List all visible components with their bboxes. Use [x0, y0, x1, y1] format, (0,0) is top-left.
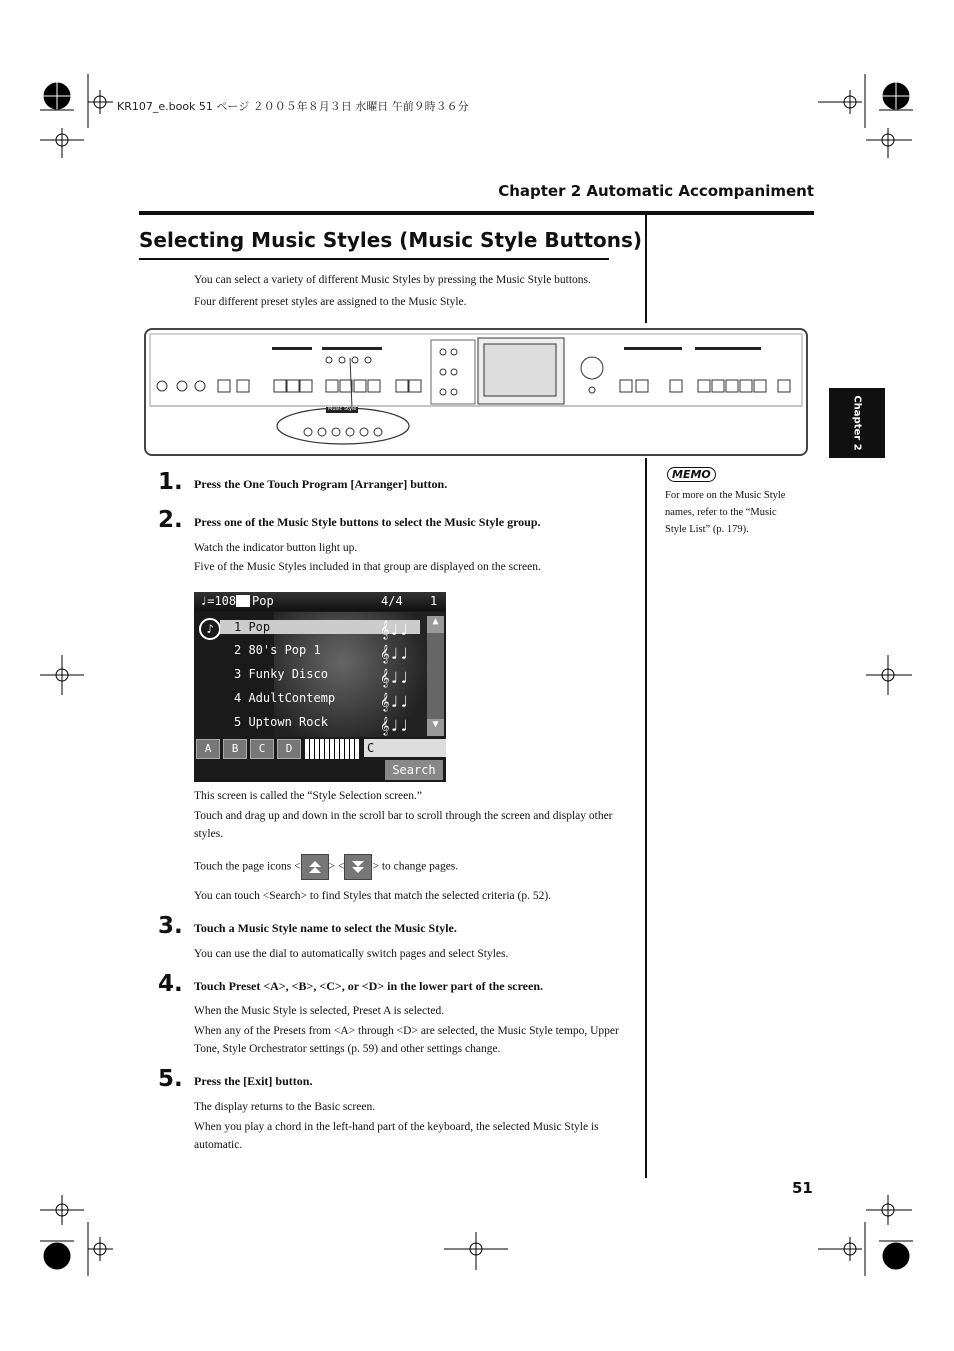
- file-info: KR107_e.book 51 ページ ２００５年８月３日 水曜日 午前９時３６分: [117, 100, 469, 113]
- memo-icon: MEMO: [667, 467, 716, 482]
- preset-d-button[interactable]: D: [277, 739, 301, 759]
- memo-text: For more on the Music Style names, refer to the “Music Style List” (p. 179).: [665, 490, 786, 535]
- step-3-text: Touch a Music Style name to select the Music Style.: [194, 921, 457, 935]
- beat-icons: 𝄞♩♩ 𝄞♩♩ 𝄞♩♩ 𝄞♩♩ 𝄞♩♩: [380, 620, 409, 735]
- column-divider: [645, 458, 647, 1178]
- page-number: 51: [792, 1179, 813, 1197]
- preset-a-button[interactable]: A: [196, 739, 220, 759]
- intro-line-2: Four different preset styles are assigned to the Music Style.: [194, 296, 467, 308]
- step-5-body-1: The display returns to the Basic screen.: [194, 1101, 376, 1113]
- search-note: You can touch <Search> to find Styles that match the selected criteria (p. 52).: [194, 890, 552, 902]
- step-5-body-2: When you play a chord in the left-hand part of the keyboard, the selected Music Style is automatic.: [194, 1121, 599, 1151]
- screen-caption: This screen is called the “Style Selection screen.”: [194, 790, 422, 802]
- style-row-2[interactable]: 2 80's Pop 1: [234, 643, 321, 657]
- section-title: Selecting Music Styles (Music Style Buttons): [139, 228, 643, 252]
- style-selection-screen: [194, 592, 446, 782]
- chapter-side-tab: Chapter 2: [829, 388, 885, 458]
- step-3-number: 3.: [158, 913, 183, 939]
- column-divider-top: [645, 215, 647, 323]
- step-4-body-1: When the Music Style is selected, Preset A is selected.: [194, 1005, 445, 1017]
- scroll-bar[interactable]: [427, 616, 444, 736]
- page-up-icon: [301, 854, 329, 880]
- step-1-number: 1.: [158, 469, 183, 495]
- preset-b-button[interactable]: B: [223, 739, 247, 759]
- style-row-5[interactable]: 5 Uptown Rock: [234, 715, 328, 729]
- page-up-icon[interactable]: ▲: [427, 616, 444, 633]
- page-icons-line: Touch the page icons < > < > to change pages.: [194, 854, 458, 880]
- instrument-panel-illustration: [144, 328, 810, 458]
- step-2-body-1: Watch the indicator button light up.: [194, 542, 358, 554]
- step-5-text: Press the [Exit] button.: [194, 1074, 313, 1088]
- scroll-instructions: Touch and drag up and down in the scroll bar to scroll through the screen and display other styles.: [194, 810, 613, 840]
- page-down-icon[interactable]: ▼: [427, 719, 444, 736]
- note-icon: ♪: [199, 618, 221, 640]
- step-2-number: 2.: [158, 507, 183, 533]
- screen-status-bar: ♩=108 Pop 4/4 1: [194, 592, 446, 611]
- step-2-text: Press one of the Music Style buttons to select the Music Style group.: [194, 515, 541, 529]
- step-4-text: Touch Preset <A>, <B>, <C>, or <D> in the lower part of the screen.: [194, 979, 544, 993]
- style-row-3[interactable]: 3 Funky Disco: [234, 667, 328, 681]
- preset-c-button[interactable]: C: [250, 739, 274, 759]
- step-1-text: Press the One Touch Program [Arranger] button.: [194, 477, 448, 491]
- page-down-icon: [344, 854, 372, 880]
- chapter-heading: Chapter 2 Automatic Accompaniment: [498, 182, 814, 200]
- style-row-4[interactable]: 4 AdultContemp: [234, 691, 336, 705]
- keyboard-icon: [305, 739, 359, 759]
- header-rule: [139, 211, 814, 215]
- style-row-1[interactable]: 1 Pop: [234, 620, 271, 634]
- music-style-callout-label: Music Style: [328, 406, 357, 412]
- step-5-number: 5.: [158, 1066, 183, 1092]
- chord-field: C: [364, 739, 446, 757]
- step-4-body-2: When any of the Presets from <A> through <D> are selected, the Music Style tempo, Upper Tone, Style Orchestrator settings (p. 59) and other settings change.: [194, 1025, 619, 1055]
- step-4-number: 4.: [158, 971, 183, 997]
- step-2-body-2: Five of the Music Styles included in that group are displayed on the screen.: [194, 561, 541, 573]
- intro-line-1: You can select a variety of different Music Styles by pressing the Music Style buttons.: [194, 274, 591, 286]
- step-3-body: You can use the dial to automatically switch pages and select Styles.: [194, 948, 509, 960]
- search-button[interactable]: Search: [385, 760, 443, 780]
- title-underline: [139, 258, 609, 260]
